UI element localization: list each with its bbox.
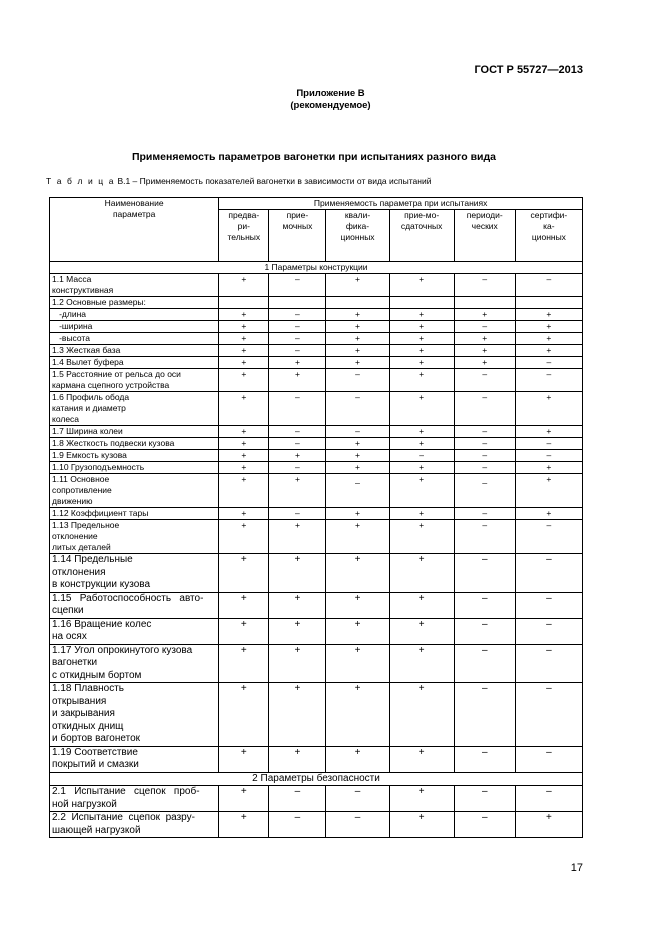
table-row — [50, 812, 583, 838]
applicability-cell: + — [389, 812, 454, 838]
applicability-cell — [389, 297, 454, 309]
applicability-cell: + — [219, 474, 269, 508]
applicability-cell: + — [389, 474, 454, 508]
applicability-cell — [454, 297, 515, 309]
col-header: прие-мо- сдаточных — [389, 210, 454, 262]
table-row — [50, 683, 583, 747]
applicability-cell: – — [515, 520, 582, 554]
applicability-cell: + — [389, 508, 454, 520]
applicability-cell: + — [326, 333, 389, 345]
table-row — [50, 746, 583, 772]
table-row — [50, 554, 583, 593]
applicability-cell: + — [515, 345, 582, 357]
applicability-cell: – — [454, 812, 515, 838]
applicability-cell: – — [515, 438, 582, 450]
applicability-cell: + — [389, 520, 454, 554]
applicability-cell: + — [454, 345, 515, 357]
applicability-cell: + — [515, 309, 582, 321]
applicability-cell: + — [219, 369, 269, 392]
applicability-cell: – — [515, 618, 582, 644]
appendix-title: Приложение В — [296, 88, 365, 99]
param-name: -длина — [50, 309, 219, 321]
applicability-table — [49, 197, 583, 838]
applicability-cell: _ — [454, 474, 515, 508]
applicability-cell: + — [389, 554, 454, 593]
appendix-type: (рекомендуемое) — [290, 100, 371, 111]
applicability-cell: + — [389, 786, 454, 812]
applicability-cell: + — [326, 508, 389, 520]
param-name: 1.1 Масса конструктивная — [50, 274, 219, 297]
applicability-cell: – — [515, 786, 582, 812]
table-row — [50, 309, 583, 321]
col-header: предва- ри- тельных — [219, 210, 269, 262]
section-row: 1 Параметры конструкции — [50, 262, 583, 274]
applicability-cell: – — [454, 450, 515, 462]
param-name: 1.5 Расстояние от рельса до оси кармана сцепного устройства — [50, 369, 219, 392]
applicability-cell: + — [515, 508, 582, 520]
applicability-cell: + — [389, 618, 454, 644]
applicability-cell: – — [515, 450, 582, 462]
param-name: 1.2 Основные размеры: — [50, 297, 219, 309]
applicability-cell: + — [389, 274, 454, 297]
applicability-cell — [326, 297, 389, 309]
applicability-cell: + — [219, 592, 269, 618]
applicability-cell: – — [454, 438, 515, 450]
applicability-cell: – — [515, 554, 582, 593]
applicability-cell: + — [515, 321, 582, 333]
applicability-cell: + — [269, 520, 326, 554]
table-caption — [46, 176, 431, 186]
applicability-cell: + — [219, 746, 269, 772]
applicability-cell: – — [326, 812, 389, 838]
applicability-cell: – — [269, 345, 326, 357]
col-header: сертифи- ка- ционных — [515, 210, 582, 262]
applicability-cell: – — [454, 508, 515, 520]
param-name: 1.3 Жесткая база — [50, 345, 219, 357]
table-row — [50, 644, 583, 683]
applicability-cell: + — [219, 333, 269, 345]
applicability-cell: + — [269, 357, 326, 369]
applicability-cell: – — [269, 786, 326, 812]
applicability-cell: + — [269, 746, 326, 772]
param-name: 2.2 Испытание сцепок разру- шающей нагрузкой — [50, 812, 219, 838]
applicability-cell: – — [454, 274, 515, 297]
applicability-cell: – — [454, 592, 515, 618]
applicability-cell: + — [219, 786, 269, 812]
applicability-cell: – — [326, 369, 389, 392]
applicability-cell: + — [389, 345, 454, 357]
table-row — [50, 426, 583, 438]
applicability-cell: + — [219, 345, 269, 357]
applicability-cell: + — [389, 462, 454, 474]
applicability-cell: + — [454, 309, 515, 321]
applicability-cell: + — [219, 309, 269, 321]
applicability-cell: – — [326, 392, 389, 426]
applicability-cell: + — [326, 321, 389, 333]
applicability-cell: + — [219, 508, 269, 520]
applicability-cell: – — [269, 333, 326, 345]
applicability-cell: – — [389, 450, 454, 462]
applicability-cell: – — [454, 426, 515, 438]
applicability-cell: + — [326, 462, 389, 474]
table-row — [50, 345, 583, 357]
applicability-cell: – — [515, 274, 582, 297]
applicability-cell: – — [454, 462, 515, 474]
applicability-cell: + — [389, 357, 454, 369]
param-name: 1.10 Грузоподъемность — [50, 462, 219, 474]
applicability-cell: – — [515, 369, 582, 392]
applicability-cell: + — [219, 644, 269, 683]
table-row — [50, 392, 583, 426]
table-row — [50, 474, 583, 508]
table-row — [50, 333, 583, 345]
applicability-cell: + — [389, 592, 454, 618]
applicability-cell: – — [454, 369, 515, 392]
page-number: 17 — [570, 862, 583, 874]
applicability-cell: + — [219, 357, 269, 369]
applicability-cell: + — [389, 683, 454, 747]
applicability-cell: + — [219, 392, 269, 426]
table-row — [50, 369, 583, 392]
param-name: 1.4 Вылет буфера — [50, 357, 219, 369]
applicability-cell: + — [219, 618, 269, 644]
applicability-cell: + — [269, 450, 326, 462]
applicability-cell: – — [454, 746, 515, 772]
applicability-cell: – — [515, 683, 582, 747]
applicability-cell: + — [269, 474, 326, 508]
applicability-cell: – — [269, 274, 326, 297]
table-row — [50, 520, 583, 554]
applicability-cell: – — [269, 812, 326, 838]
applicability-cell: + — [515, 426, 582, 438]
param-name: 1.19 Соответствие покрытий и смазки — [50, 746, 219, 772]
applicability-cell: + — [269, 644, 326, 683]
table-caption-text: В.1 – Применяемость показателей вагонетки в зависимости от вида испытаний — [117, 176, 432, 186]
param-name: 1.12 Коэффициент тары — [50, 508, 219, 520]
table-row — [50, 462, 583, 474]
applicability-cell: – — [326, 426, 389, 438]
applicability-cell: – — [454, 554, 515, 593]
param-name: 1.6 Профиль обода катания и диаметр колеса — [50, 392, 219, 426]
applicability-cell: + — [389, 438, 454, 450]
applicability-cell: + — [326, 592, 389, 618]
table-row — [50, 321, 583, 333]
applicability-cell: _ — [326, 474, 389, 508]
applicability-cell: – — [269, 426, 326, 438]
applicability-cell: + — [326, 309, 389, 321]
section-title: Применяемость параметров вагонетки при испытаниях разного вида — [131, 151, 497, 163]
applicability-cell: – — [269, 309, 326, 321]
applicability-cell: + — [326, 274, 389, 297]
applicability-cell: – — [326, 786, 389, 812]
col-header: квали- фика- ционных — [326, 210, 389, 262]
param-name: 2.1 Испытание сцепок проб- ной нагрузкой — [50, 786, 219, 812]
applicability-cell: + — [219, 321, 269, 333]
table-caption-label: Т а б л и ц а — [46, 176, 116, 186]
applicability-cell: + — [326, 450, 389, 462]
applicability-cell: + — [219, 274, 269, 297]
applicability-cell: + — [326, 520, 389, 554]
applicability-cell: – — [454, 683, 515, 747]
applicability-cell: + — [326, 357, 389, 369]
applicability-cell: – — [454, 321, 515, 333]
applicability-cell: – — [269, 321, 326, 333]
applicability-cell: – — [454, 644, 515, 683]
applicability-cell: – — [515, 644, 582, 683]
group-header: Применяемость параметра при испытаниях — [219, 198, 583, 210]
applicability-cell: – — [269, 392, 326, 426]
applicability-cell: + — [269, 592, 326, 618]
table-row — [50, 438, 583, 450]
applicability-cell: + — [269, 369, 326, 392]
applicability-cell: + — [326, 683, 389, 747]
applicability-cell: + — [326, 345, 389, 357]
applicability-cell: + — [269, 618, 326, 644]
applicability-cell: + — [326, 746, 389, 772]
applicability-cell: + — [326, 554, 389, 593]
applicability-cell: + — [389, 746, 454, 772]
applicability-cell: – — [515, 592, 582, 618]
param-name: 1.16 Вращение колес на осях — [50, 618, 219, 644]
param-name: 1.18 Плавность открывания и закрывания откидных днищ и бортов вагонеток — [50, 683, 219, 747]
applicability-cell: + — [389, 426, 454, 438]
applicability-cell: + — [389, 392, 454, 426]
applicability-cell: + — [219, 683, 269, 747]
applicability-cell: – — [269, 508, 326, 520]
applicability-cell: + — [454, 333, 515, 345]
applicability-cell: + — [389, 369, 454, 392]
table-row — [50, 592, 583, 618]
param-name: -ширина — [50, 321, 219, 333]
applicability-cell: + — [515, 474, 582, 508]
param-name: 1.7 Ширина колеи — [50, 426, 219, 438]
param-name: 1.9 Емкость кузова — [50, 450, 219, 462]
applicability-cell: + — [219, 462, 269, 474]
col-header: прие- мочных — [269, 210, 326, 262]
applicability-cell: + — [454, 357, 515, 369]
applicability-cell: + — [219, 554, 269, 593]
applicability-cell: + — [389, 321, 454, 333]
applicability-cell: + — [515, 812, 582, 838]
applicability-cell: + — [269, 683, 326, 747]
section-row: 2 Параметры безопасности — [50, 772, 583, 786]
applicability-cell: + — [269, 554, 326, 593]
param-name: 1.17 Угол опрокинутого кузова вагонетки с откидным бортом — [50, 644, 219, 683]
applicability-cell — [515, 297, 582, 309]
applicability-cell: + — [326, 644, 389, 683]
param-name: 1.8 Жесткость подвески кузова — [50, 438, 219, 450]
applicability-cell: + — [389, 333, 454, 345]
applicability-cell: + — [326, 438, 389, 450]
col-header: периоди- ческих — [454, 210, 515, 262]
applicability-cell: + — [219, 450, 269, 462]
table-row — [50, 274, 583, 297]
applicability-cell: – — [515, 746, 582, 772]
table-row — [50, 618, 583, 644]
table-row — [50, 786, 583, 812]
param-name: -высота — [50, 333, 219, 345]
applicability-cell: – — [454, 786, 515, 812]
applicability-cell: – — [454, 392, 515, 426]
applicability-cell — [269, 297, 326, 309]
table-row — [50, 297, 583, 309]
param-name: 1.13 Предельное отклонение литых деталей — [50, 520, 219, 554]
applicability-cell: – — [515, 357, 582, 369]
applicability-cell: + — [219, 438, 269, 450]
applicability-cell: + — [515, 462, 582, 474]
table-row — [50, 508, 583, 520]
applicability-cell — [219, 297, 269, 309]
applicability-cell: – — [454, 520, 515, 554]
applicability-cell: – — [269, 462, 326, 474]
applicability-cell: + — [219, 426, 269, 438]
param-name: 1.15 Работоспособность авто- сцепки — [50, 592, 219, 618]
applicability-cell: + — [515, 392, 582, 426]
applicability-cell: + — [389, 309, 454, 321]
param-name: 1.11 Основное сопротивление движению — [50, 474, 219, 508]
applicability-cell: + — [515, 333, 582, 345]
standard-header: ГОСТ Р 55727—2013 — [474, 64, 583, 76]
applicability-cell: – — [269, 438, 326, 450]
applicability-cell: + — [219, 812, 269, 838]
table-row — [50, 450, 583, 462]
table-row — [50, 357, 583, 369]
applicability-cell: + — [389, 644, 454, 683]
param-name: 1.14 Предельные отклонения в конструкции кузова — [50, 554, 219, 593]
applicability-cell: + — [219, 520, 269, 554]
applicability-cell: + — [326, 618, 389, 644]
applicability-cell: – — [454, 618, 515, 644]
param-header: Наименование параметра — [50, 198, 219, 262]
